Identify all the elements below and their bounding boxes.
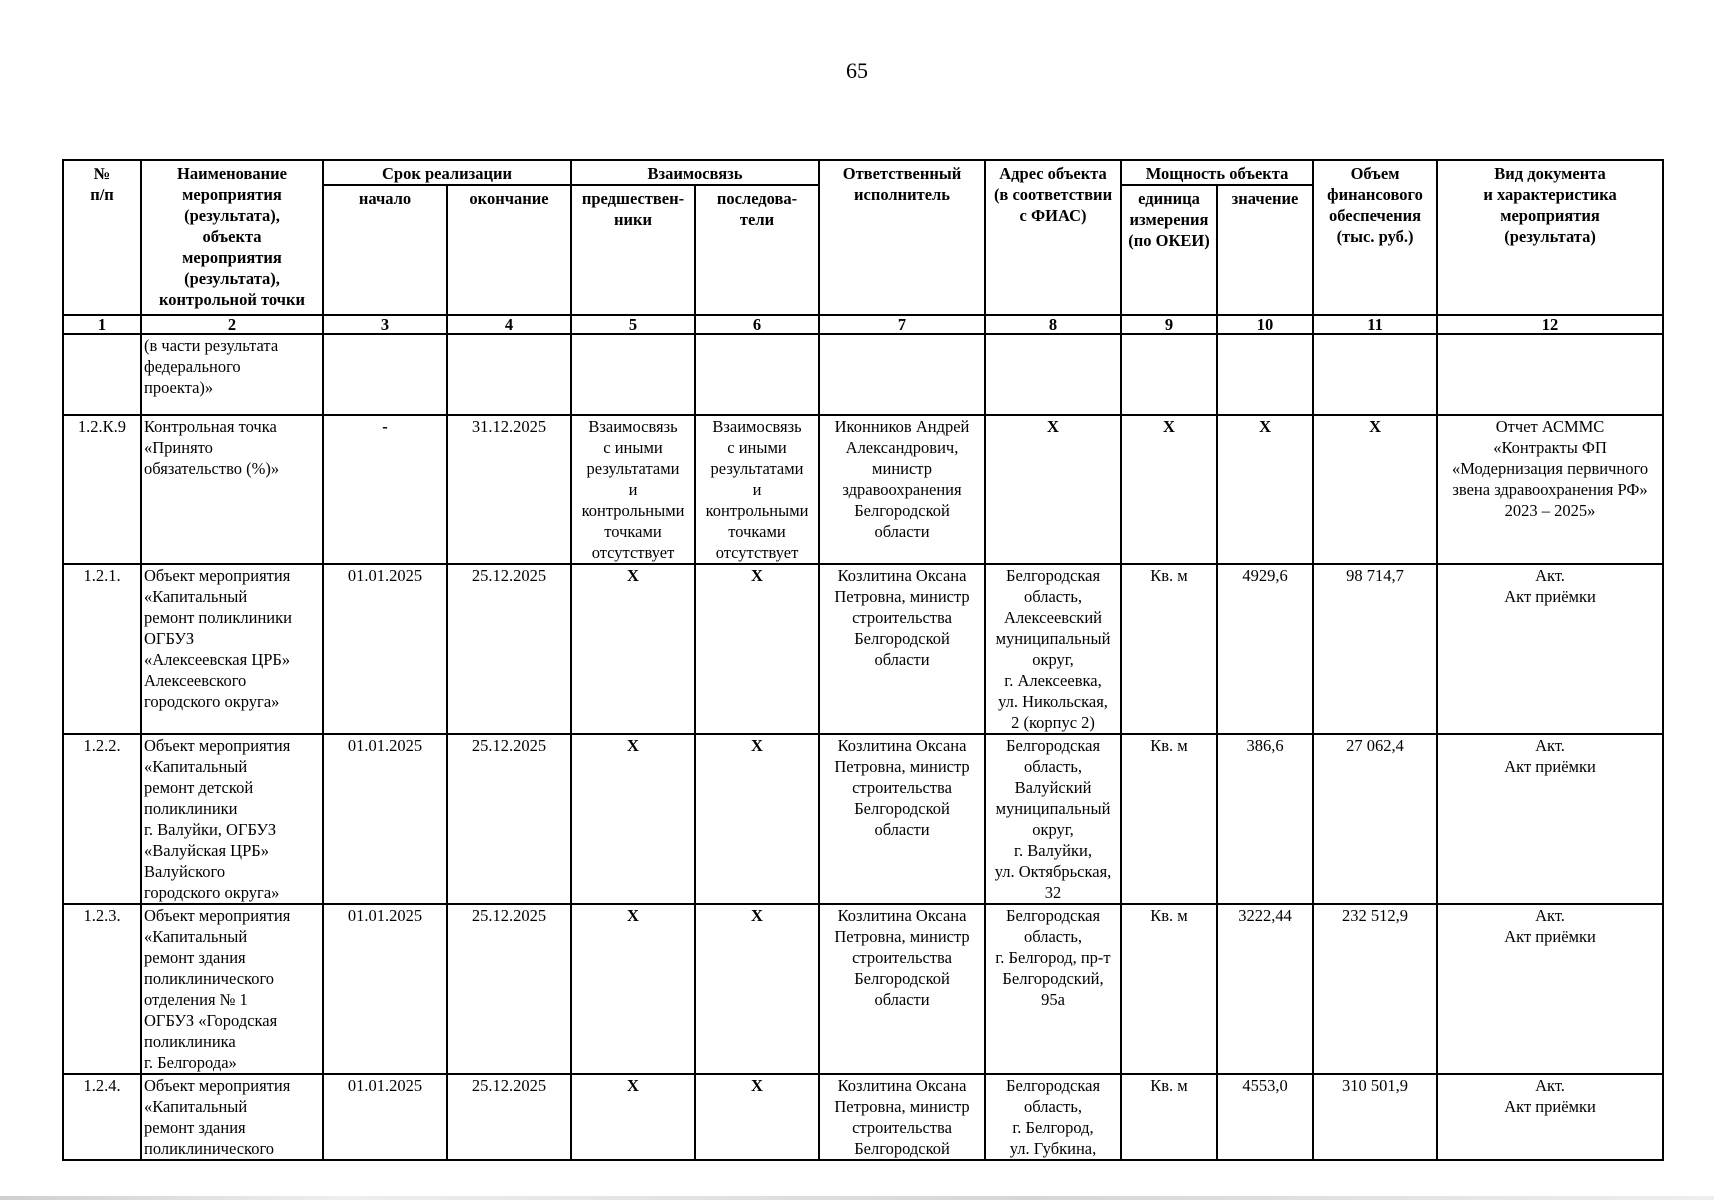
column-number: 2 — [141, 315, 323, 334]
row-finance — [1313, 334, 1437, 415]
scan-edge — [0, 1196, 1714, 1200]
header-link-pred: предшествен- ники — [571, 185, 695, 315]
column-number: 1 — [63, 315, 141, 334]
row-start: 01.01.2025 — [323, 734, 447, 904]
row-address — [985, 334, 1121, 415]
column-number: 9 — [1121, 315, 1217, 334]
row-responsible — [819, 334, 985, 415]
row-end: 25.12.2025 — [447, 904, 571, 1074]
table-row — [63, 334, 1663, 415]
header-period-start: начало — [323, 185, 447, 315]
row-succ: Взаимосвязь с иными результатами и контрольными точками отсутствует — [695, 415, 819, 564]
row-value — [1217, 334, 1313, 415]
row-unit: Кв. м — [1121, 904, 1217, 1074]
header-link-succ: последова- тели — [695, 185, 819, 315]
row-end: 25.12.2025 — [447, 564, 571, 734]
column-number: 3 — [323, 315, 447, 334]
header-period: Срок реализации — [323, 160, 571, 185]
row-doc: Акт. Акт приёмки — [1437, 564, 1663, 734]
column-number: 4 — [447, 315, 571, 334]
row-unit: Х — [1121, 415, 1217, 564]
header-doc: Вид документа и характеристика мероприятия (результата) — [1437, 160, 1663, 315]
table-row — [63, 564, 1663, 734]
row-start: 01.01.2025 — [323, 904, 447, 1074]
row-finance: 27 062,4 — [1313, 734, 1437, 904]
row-name: Объект мероприятия «Капитальный ремонт здания поликлинического — [141, 1074, 323, 1160]
column-number: 8 — [985, 315, 1121, 334]
column-number: 11 — [1313, 315, 1437, 334]
header-row — [63, 160, 1663, 185]
row-name: Объект мероприятия «Капитальный ремонт детской поликлиники г. Валуйки, ОГБУЗ «Валуйская ЦРБ» Валуйского городского округа» — [141, 734, 323, 904]
row-name: Объект мероприятия «Капитальный ремонт здания поликлинического отделения № 1 ОГБУЗ «Городская поликлиника г. Белгорода» — [141, 904, 323, 1074]
column-numbers-row — [63, 315, 1663, 334]
header-num: № п/п — [63, 160, 141, 315]
measures-table — [62, 159, 1664, 1161]
column-number: 5 — [571, 315, 695, 334]
header-capacity-unit: единица измерения (по ОКЕИ) — [1121, 185, 1217, 315]
row-responsible: Козлитина Оксана Петровна, министр строительства Белгородской области — [819, 564, 985, 734]
row-doc: Акт. Акт приёмки — [1437, 904, 1663, 1074]
row-unit: Кв. м — [1121, 564, 1217, 734]
row-succ: Х — [695, 734, 819, 904]
header-address: Адрес объекта (в соответствии с ФИАС) — [985, 160, 1121, 315]
page-number: 65 — [846, 58, 868, 83]
row-pred: Х — [571, 564, 695, 734]
row-value: 4553,0 — [1217, 1074, 1313, 1160]
row-start — [323, 334, 447, 415]
row-pred: Х — [571, 904, 695, 1074]
row-doc: Акт. Акт приёмки — [1437, 1074, 1663, 1160]
row-pred — [571, 334, 695, 415]
row-name: (в части результата федерального проекта)» — [141, 334, 323, 415]
row-start: - — [323, 415, 447, 564]
column-number: 7 — [819, 315, 985, 334]
table-row — [63, 904, 1663, 1074]
row-unit: Кв. м — [1121, 1074, 1217, 1160]
row-num — [63, 334, 141, 415]
header-finance: Объем финансового обеспечения (тыс. руб.) — [1313, 160, 1437, 315]
row-start: 01.01.2025 — [323, 564, 447, 734]
table-row — [63, 1074, 1663, 1160]
row-num: 1.2.1. — [63, 564, 141, 734]
row-responsible: Козлитина Оксана Петровна, министр строительства Белгородской области — [819, 734, 985, 904]
row-num: 1.2.2. — [63, 734, 141, 904]
row-finance: Х — [1313, 415, 1437, 564]
row-end — [447, 334, 571, 415]
row-responsible: Козлитина Оксана Петровна, министр строительства Белгородской — [819, 1074, 985, 1160]
header-capacity-value: значение — [1217, 185, 1313, 315]
row-end: 31.12.2025 — [447, 415, 571, 564]
row-name: Объект мероприятия «Капитальный ремонт поликлиники ОГБУЗ «Алексеевская ЦРБ» Алексеевского городского округа» — [141, 564, 323, 734]
row-pred: Взаимосвязь с иными результатами и контрольными точками отсутствует — [571, 415, 695, 564]
header-period-end: окончание — [447, 185, 571, 315]
header-link: Взаимосвязь — [571, 160, 819, 185]
row-value: 3222,44 — [1217, 904, 1313, 1074]
row-num: 1.2.4. — [63, 1074, 141, 1160]
row-responsible: Козлитина Оксана Петровна, министр строительства Белгородской области — [819, 904, 985, 1074]
row-doc: Отчет АСММС «Контракты ФП «Модернизация первичного звена здравоохранения РФ» 2023 – 2025» — [1437, 415, 1663, 564]
row-address: Х — [985, 415, 1121, 564]
row-address: Белгородская область, г. Белгород, ул. Губкина, — [985, 1074, 1121, 1160]
row-end: 25.12.2025 — [447, 734, 571, 904]
row-num: 1.2.К.9 — [63, 415, 141, 564]
row-responsible: Иконников Андрей Александрович, министр здравоохранения Белгородской области — [819, 415, 985, 564]
row-value: 4929,6 — [1217, 564, 1313, 734]
row-finance: 98 714,7 — [1313, 564, 1437, 734]
row-doc: Акт. Акт приёмки — [1437, 734, 1663, 904]
column-number: 12 — [1437, 315, 1663, 334]
header-name: Наименование мероприятия (результата), объекта мероприятия (результата), контрольной точки — [141, 160, 323, 315]
column-number: 6 — [695, 315, 819, 334]
row-finance: 232 512,9 — [1313, 904, 1437, 1074]
row-address: Белгородская область, г. Белгород, пр-т Белгородский, 95а — [985, 904, 1121, 1074]
row-end: 25.12.2025 — [447, 1074, 571, 1160]
row-succ: Х — [695, 564, 819, 734]
row-finance: 310 501,9 — [1313, 1074, 1437, 1160]
row-value: Х — [1217, 415, 1313, 564]
column-number: 10 — [1217, 315, 1313, 334]
row-succ: Х — [695, 1074, 819, 1160]
table-row — [63, 415, 1663, 564]
row-unit — [1121, 334, 1217, 415]
row-num: 1.2.3. — [63, 904, 141, 1074]
row-succ — [695, 334, 819, 415]
row-address: Белгородская область, Валуйский муниципальный округ, г. Валуйки, ул. Октябрьская, 32 — [985, 734, 1121, 904]
row-start: 01.01.2025 — [323, 1074, 447, 1160]
row-pred: Х — [571, 734, 695, 904]
header-responsible: Ответственный исполнитель — [819, 160, 985, 315]
row-value: 386,6 — [1217, 734, 1313, 904]
row-address: Белгородская область, Алексеевский муниципальный округ, г. Алексеевка, ул. Никольская, 2 (корпус 2) — [985, 564, 1121, 734]
row-pred: Х — [571, 1074, 695, 1160]
table-row — [63, 734, 1663, 904]
row-succ: Х — [695, 904, 819, 1074]
row-name: Контрольная точка «Принято обязательство (%)» — [141, 415, 323, 564]
row-unit: Кв. м — [1121, 734, 1217, 904]
row-doc — [1437, 334, 1663, 415]
header-capacity: Мощность объекта — [1121, 160, 1313, 185]
